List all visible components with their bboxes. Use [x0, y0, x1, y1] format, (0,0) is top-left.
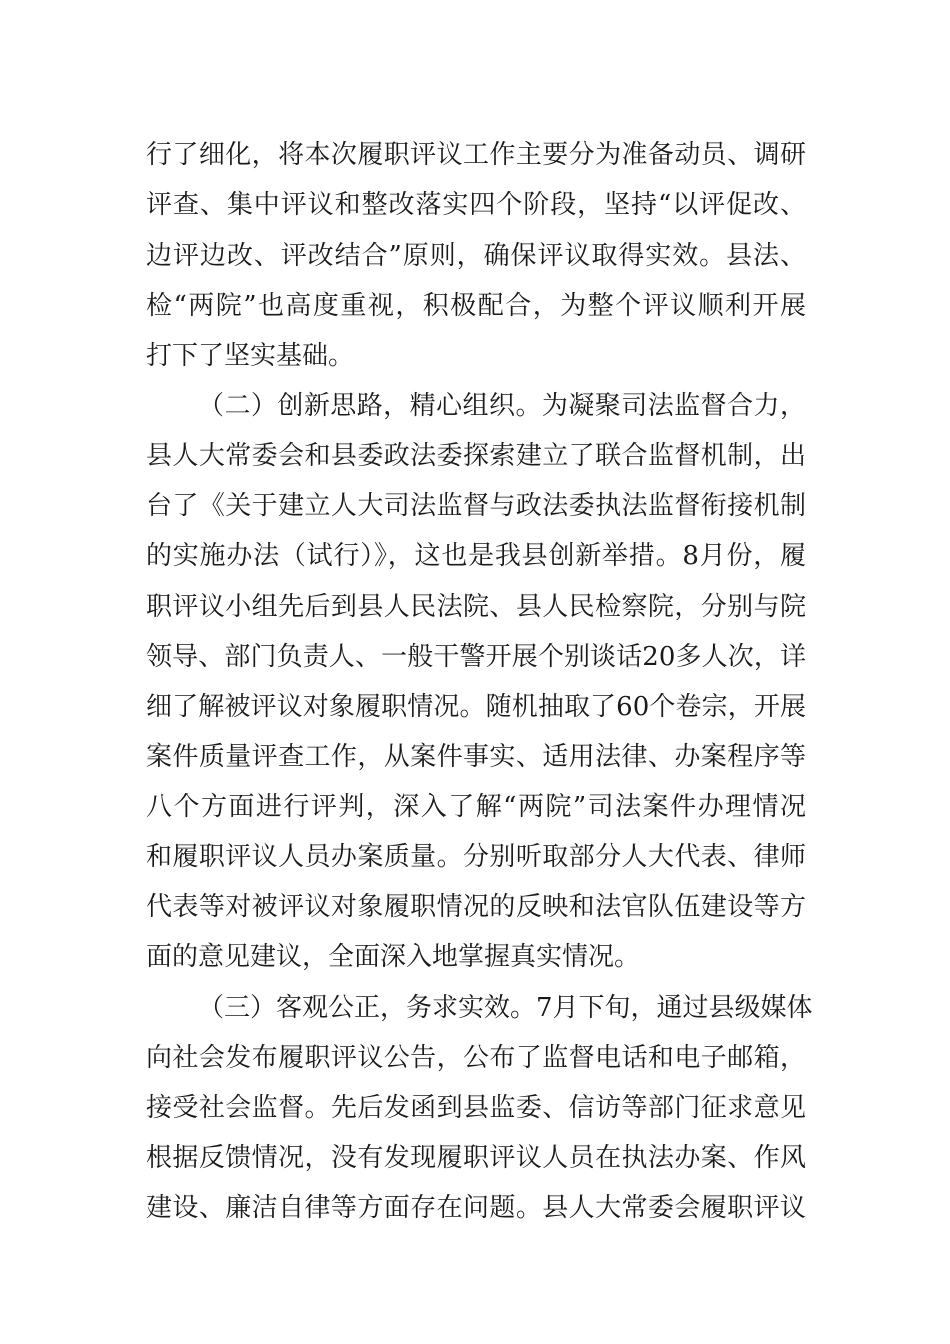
body-text-line: 的实施办法（试行）》，这也是我县创新举措。8月份，履 [146, 541, 806, 571]
body-text-line: 面的意见建议，全面深入地掌握真实情况。 [146, 942, 641, 972]
body-text-line: 检“两院”也高度重视，积极配合，为整个评议顺利开展 [146, 291, 806, 321]
body-text-line: 职评议小组先后到县人民法院、县人民检察院，分别与院 [146, 592, 806, 622]
body-text-line: 领导、部门负责人、一般干警开展个别谈话20多人次，详 [146, 642, 806, 672]
body-text-line: 边评边改、评改结合”原则，确保评议取得实效。县法、 [146, 241, 806, 271]
body-text-line: 向社会发布履职评议公告，公布了监督电话和电子邮箱， [146, 1043, 806, 1073]
section-heading-line: （三）客观公正，务求实效。7月下旬，通过县级媒体 [198, 993, 813, 1023]
body-text-line: 接受社会监督。先后发函到县监委、信访等部门征求意见 [146, 1093, 806, 1123]
body-text-line: 台了《关于建立人大司法监督与政法委执法监督衔接机制 [146, 491, 806, 521]
body-text-line: 八个方面进行评判，深入了解“两院”司法案件办理情况 [146, 792, 806, 822]
body-text-line: 打下了坚实基础。 [146, 341, 355, 371]
body-text-line: 和履职评议人员办案质量。分别听取部分人大代表、律师 [146, 842, 806, 872]
body-text-line: 细了解被评议对象履职情况。随机抽取了60个卷宗，开展 [146, 692, 806, 722]
body-text-line: 县人大常委会和县委政法委探索建立了联合监督机制，出 [146, 441, 806, 471]
body-text-line: 建设、廉洁自律等方面存在问题。县人大常委会履职评议 [146, 1193, 806, 1223]
body-text-line: 代表等对被评议对象履职情况的反映和法官队伍建设等方 [146, 892, 806, 922]
body-text-line: 行了细化，将本次履职评议工作主要分为准备动员、调研 [146, 140, 806, 170]
body-text-line: 案件质量评查工作，从案件事实、适用法律、办案程序等 [146, 742, 806, 772]
body-text-line: 根据反馈情况，没有发现履职评议人员在执法办案、作风 [146, 1143, 806, 1173]
section-heading-line: （二）创新思路，精心组织。为凝聚司法监督合力， [198, 391, 806, 421]
body-text-line: 评查、集中评议和整改落实四个阶段，坚持“以评促改、 [146, 190, 806, 220]
